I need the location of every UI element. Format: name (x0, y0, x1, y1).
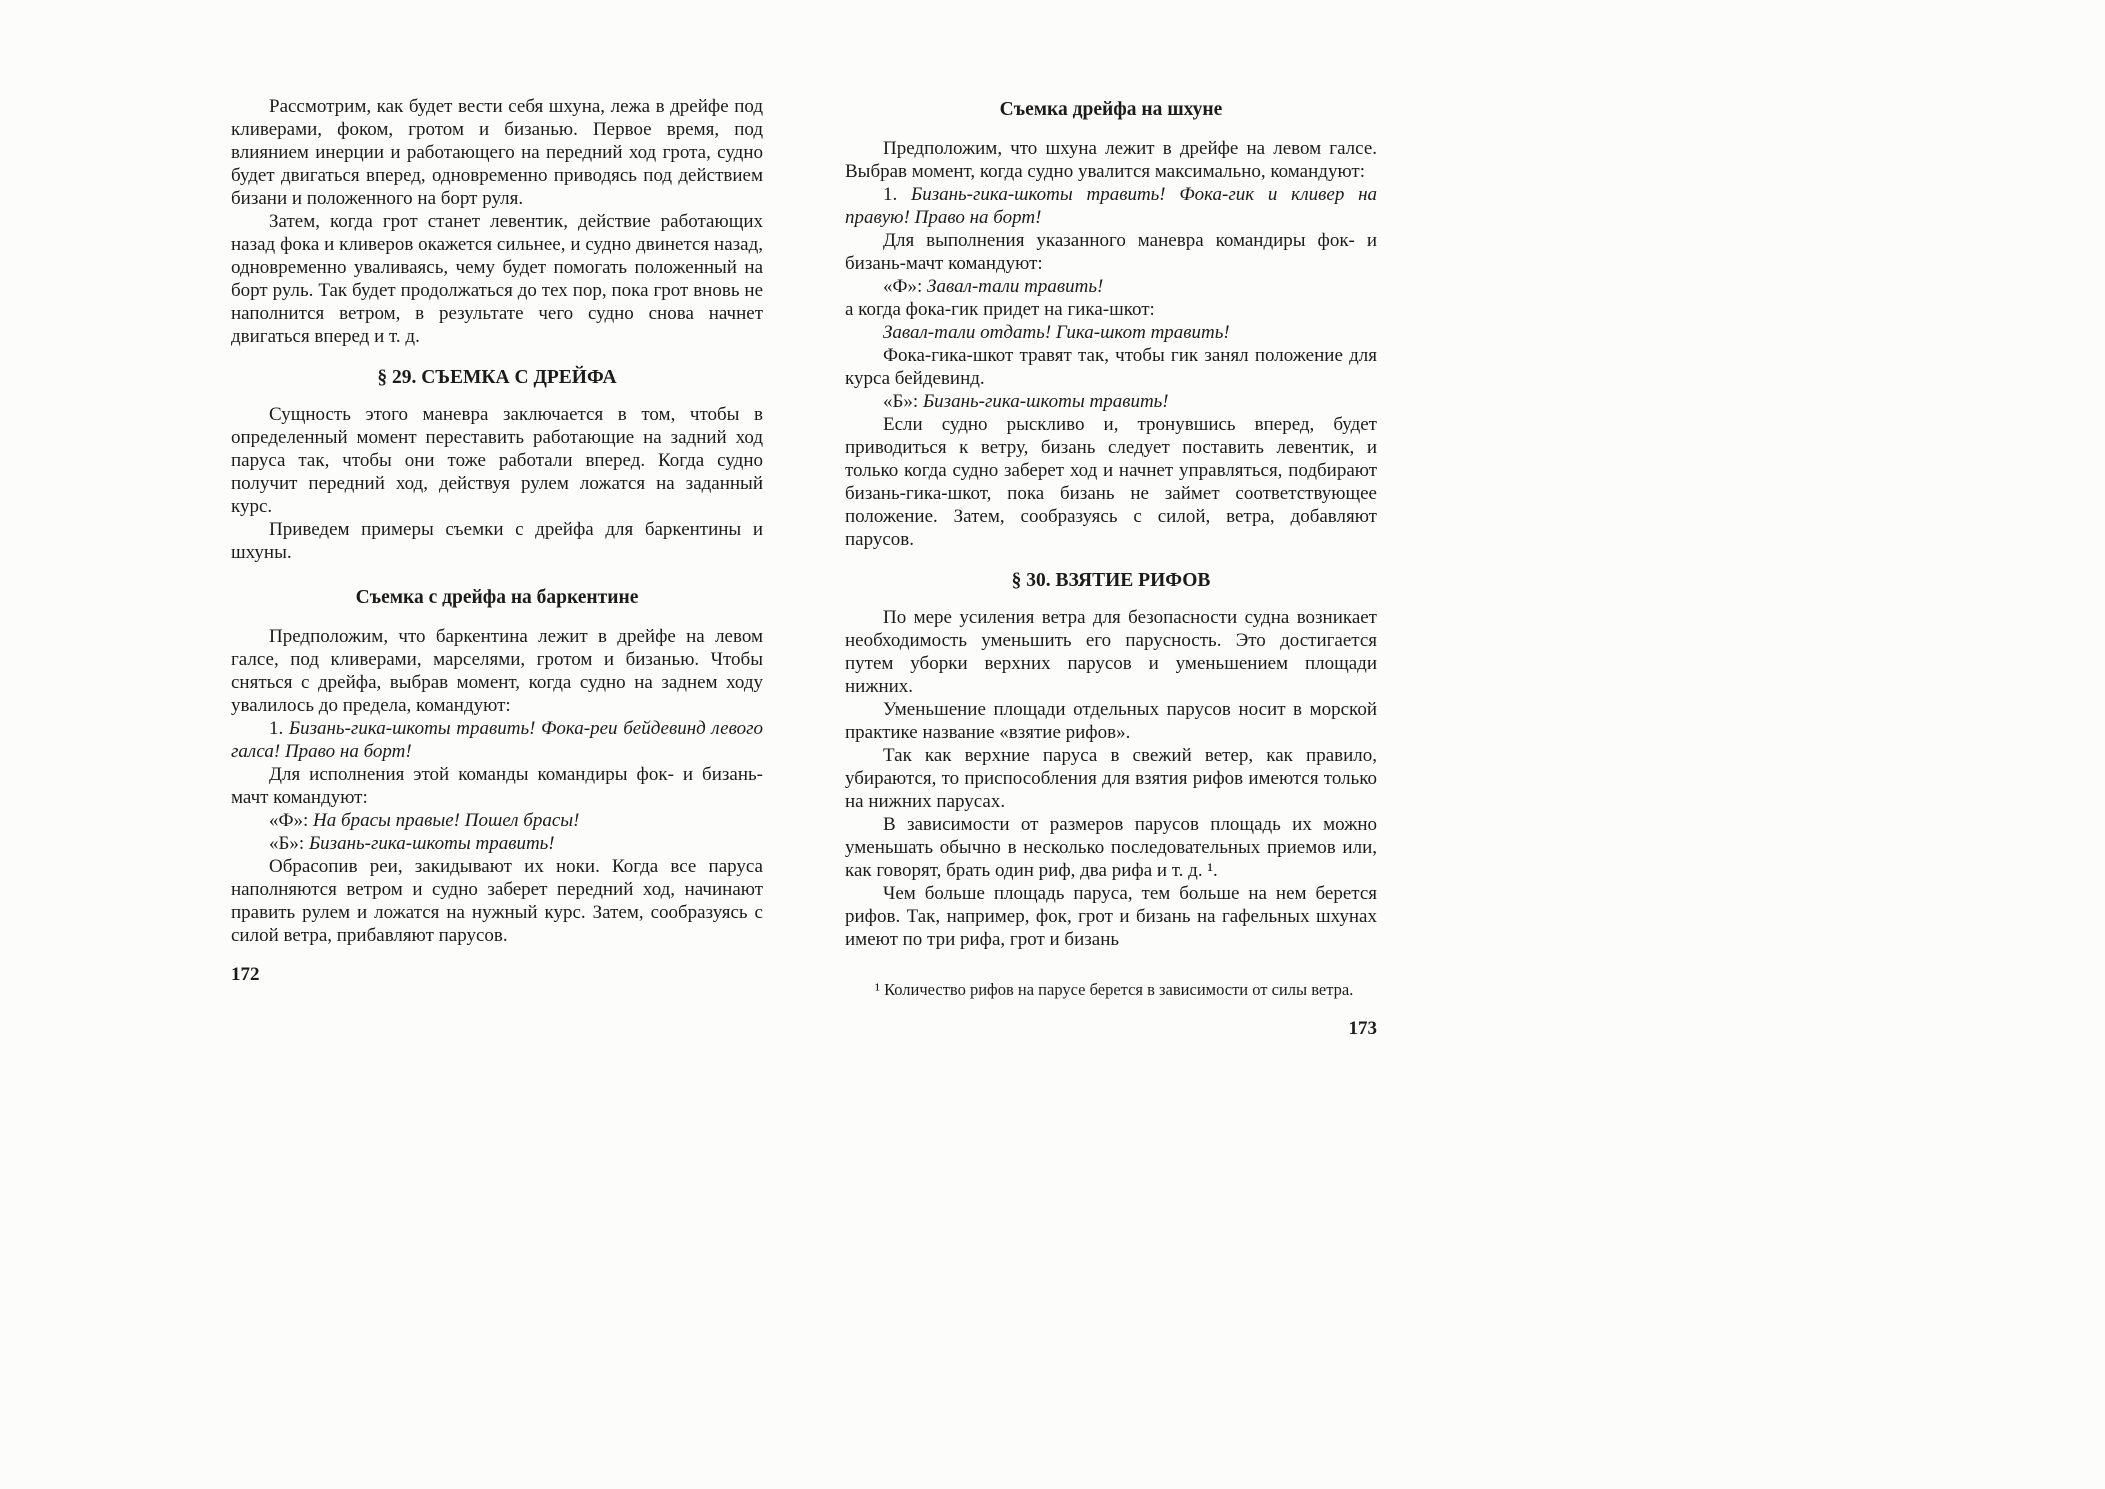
command-prefix: «Б»: (883, 391, 919, 412)
paragraph: Чем больше площадь паруса, тем больше на нем берется рифов. Так, например, фок, грот и бизань на гафельных шхунах имеют по три рифа, грот и бизань (845, 883, 1377, 950)
command-line (845, 390, 1377, 413)
paragraph: Для исполнения этой команды командиры фок- и бизань-мачт командуют: (231, 764, 763, 808)
paragraph: Сущность этого маневра заключается в том, чтобы в определенный момент переставить работающие на задний ход паруса так, чтобы они тоже работали вперед. Когда судно получит передний ход, действуя рулем ложатся на заданный курс. (231, 404, 763, 517)
section-heading: § 29. СЪЕМКА С ДРЕЙФА (377, 367, 617, 388)
command-prefix: «Б»: (269, 833, 305, 854)
command-text: Бизань-гика-шкоты травить! (308, 833, 555, 854)
command-text: Бизань-гика-шкоты травить! (922, 391, 1169, 412)
command-text: Бизань-гика-шкоты травить! Фока-гик и кливер на правую! Право на борт! (845, 184, 1378, 228)
command-line (231, 717, 763, 763)
right-page (845, 98, 1377, 1040)
paragraph: Так как верхние паруса в свежий ветер, как правило, убираются, то приспособления для взятия рифов имеются только на нижних парусах. (845, 745, 1377, 812)
paragraph: По мере усиления ветра для безопасности судна возникает необходимость уменьшить его парусность. Это достигается путем уборки верхних парусов и уменьшением площади нижних. (845, 607, 1377, 697)
command-prefix: «Ф»: (883, 276, 923, 297)
page-number: 172 (231, 964, 260, 985)
command-line (845, 183, 1377, 229)
paragraph: В зависимости от размеров парусов площадь их можно уменьшать обычно в несколько последовательных приемов или, как говорят, брать один риф, два рифа и т. д. ¹. (845, 814, 1377, 881)
command-prefix: 1. (269, 718, 284, 739)
left-page (231, 95, 763, 986)
paragraph: Обрасопив реи, закидывают их ноки. Когда все паруса наполняются ветром и судно заберет передний ход, начинают править рулем и ложатся на нужный курс. Затем, сообразуясь с силой ветра, прибавляют парусов. (231, 856, 763, 946)
section-heading: § 30. ВЗЯТИЕ РИФОВ (1011, 570, 1211, 591)
paragraph: Предположим, что баркентина лежит в дрейфе на левом галсе, под кливерами, марселями, гротом и бизанью. Чтобы сняться с дрейфа, выбрав момент, когда судно на заднем ходу увалилось до предела, командуют: (231, 626, 763, 716)
paragraph: Если судно рыскливо и, тронувшись вперед, будет приводиться к ветру, бизань следует поставить левентик, и только когда судно заберет ход и начнет управляться, подбирают бизань-гика-шкот, пока бизань не займет соответствующее положение. Затем, сообразуясь с силой, ветра, добавляют парусов. (845, 414, 1377, 550)
command-line (231, 809, 763, 832)
paragraph: Уменьшение площади отдельных парусов носит в морской практике название «взятие рифов». (845, 699, 1377, 743)
command-prefix: «Ф»: (269, 810, 309, 831)
paragraph: Рассмотрим, как будет вести себя шхуна, лежа в дрейфе под кливерами, фоком, гротом и бизанью. Первое время, под влиянием инерции и работающего на передний ход грота, судно будет двигаться вперед, одновременно приводясь под действием бизани и положенного на борт руля. (231, 96, 763, 209)
paragraph: Фока-гика-шкот травят так, чтобы гик занял положение для курса бейдевинд. (845, 345, 1377, 389)
command-text: Бизань-гика-шкоты травить! Фока-реи бейдевинд левого галса! Право на борт! (231, 718, 763, 762)
subsection-heading: Съемка дрейфа на шхуне (999, 99, 1223, 120)
command-text: Завал-тали травить! (927, 276, 1104, 297)
paragraph: а когда фока-гик придет на гика-шкот: (845, 299, 1155, 320)
page-number: 173 (1348, 1017, 1377, 1039)
paragraph: Приведем примеры съемки с дрейфа для баркентины и шхуны. (231, 519, 763, 563)
paragraph: Затем, когда грот станет левентик, действие работающих назад фока и кливеров окажется сильнее, и судно двинется назад, одновременно уваливаясь, чему будет помогать положенный на борт руль. Так будет продолжаться до тех пор, пока грот вновь не наполнится ветром, в результате чего судно снова начнет двигаться вперед и т. д. (231, 211, 763, 347)
command-prefix: 1. (883, 184, 898, 205)
command-line (845, 275, 1377, 298)
subsection-heading: Съемка с дрейфа на баркентине (355, 587, 639, 608)
command-text: На брасы правые! Пошел брасы! (313, 810, 580, 831)
footnote: ¹ Количество рифов на парусе берется в зависимости от силы ветра. (875, 980, 1354, 999)
paragraph: Для выполнения указанного маневра командиры фок- и бизань-мачт командуют: (845, 230, 1377, 274)
command-line (231, 832, 763, 855)
paragraph: Предположим, что шхуна лежит в дрейфе на левом галсе. Выбрав момент, когда судно увалится максимально, командуют: (845, 138, 1377, 182)
command-line: Завал-тали отдать! Гика-шкот травить! (883, 322, 1230, 343)
